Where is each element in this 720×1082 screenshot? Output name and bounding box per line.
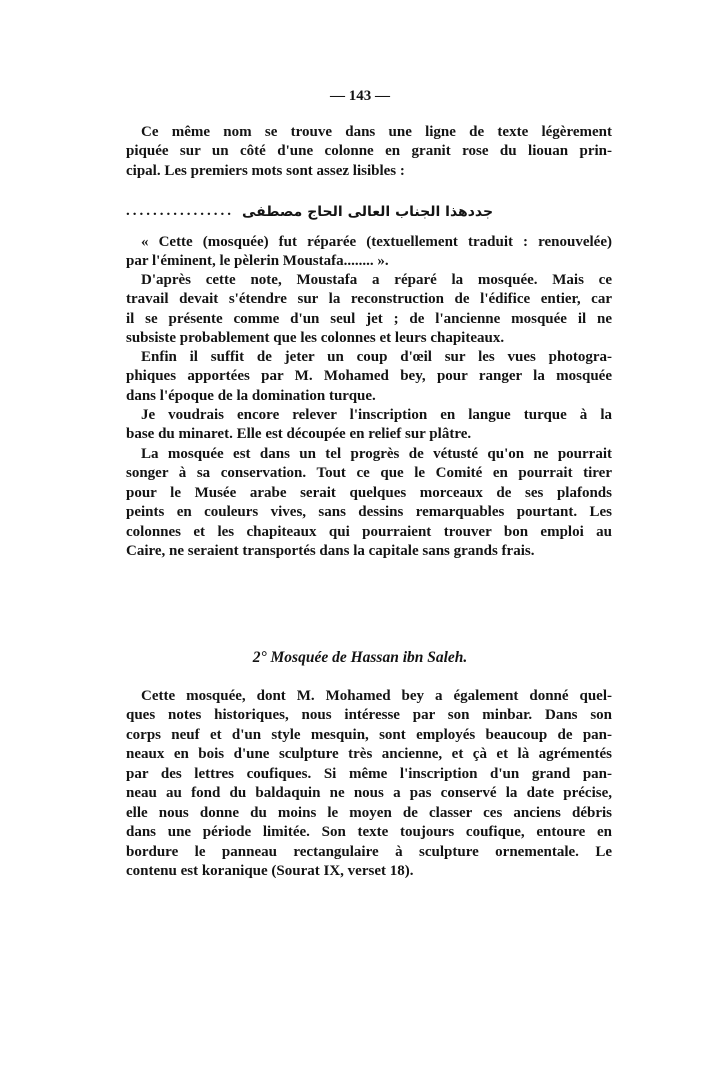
text-line: songer à sa conservation. Tout ce que le Comité en pourrait tirer [126,465,612,482]
text-line: travail devait s'étendre sur la reconstruction de l'édifice entier, car [126,291,612,308]
text-line: dans l'époque de la domination turque. [126,387,376,404]
text-line: elle nous donne du moins le moyen de classer ces anciens débris [126,804,612,821]
text-line: ques notes historiques, nous intéresse par son minbar. Dans son [126,707,612,724]
text-line: par des lettres coufiques. Si même l'inscription d'un grand pan- [126,765,612,782]
text-line: Cette mosquée, dont M. Mohamed bey a également donné quel- [141,688,612,704]
text-line: D'après cette note, Moustafa a réparé la mosquée. Mais ce [141,272,612,288]
text-line: phiques apportées par M. Mohamed bey, pour ranger la mosquée [126,368,612,385]
text-line: neaux en bois d'une sculpture très ancienne, et çà et là agrémentés [126,746,612,763]
text-line: Ce même nom se trouve dans une ligne de texte légèrement [141,124,612,140]
page-number: — 143 — [330,88,390,104]
arabic-inscription: جددهذا الجناب العالى الحاج مصطفى [242,203,494,220]
text-line: il se présente comme d'un seul jet ; de l'ancienne mosquée il ne [126,310,612,327]
text-line: subsiste probablement que les colonnes et leurs chapiteaux. [126,330,505,347]
text-line: La mosquée est dans un tel progrès de vétusté qu'on ne pourrait [141,446,612,462]
ellipsis-dots: ................ [126,203,234,219]
text-line: « Cette (mosquée) fut réparée (textuellement traduit : renouvelée) [141,234,612,250]
text-line: colonnes et les chapiteaux qui pourraient trouver bon emploi au [126,523,612,540]
text-line: Enfin il suffit de jeter un coup d'œil sur les vues photogra- [141,349,612,365]
text-line: dans une période limitée. Son texte toujours coufique, entoure en [126,824,612,841]
text-line: Je voudrais encore relever l'inscription en langue turque à la [141,407,612,423]
text-line: Caire, ne seraient transportés dans la capitale sans grands frais. [126,543,535,560]
arabic-inscription-line [126,203,612,220]
text-line: corps neuf et d'un style mesquin, sont employés beaucoup de pan- [126,726,612,743]
section-heading: 2° Mosquée de Hassan ibn Saleh. [252,649,468,666]
text-line: neau au fond du baldaquin ne nous a pas conservé la date précise, [126,785,612,802]
text-line: par l'éminent, le pèlerin Moustafa........ ». [126,253,389,270]
text-line: cipal. Les premiers mots sont assez lisibles : [126,162,405,179]
text-line: piquée sur un côté d'une colonne en granit rose du liouan prin- [126,143,612,160]
text-line: base du minaret. Elle est découpée en relief sur plâtre. [126,426,472,443]
text-line: peints en couleurs vives, sans dessins remarquables pourtant. Les [126,504,612,521]
text-line: bordure le panneau rectangulaire à sculpture ornementale. Le [126,843,612,860]
text-line: pour le Musée arabe serait quelques morceaux de ses plafonds [126,484,612,501]
text-line: contenu est koranique (Sourat IX, verset 18). [126,863,414,880]
